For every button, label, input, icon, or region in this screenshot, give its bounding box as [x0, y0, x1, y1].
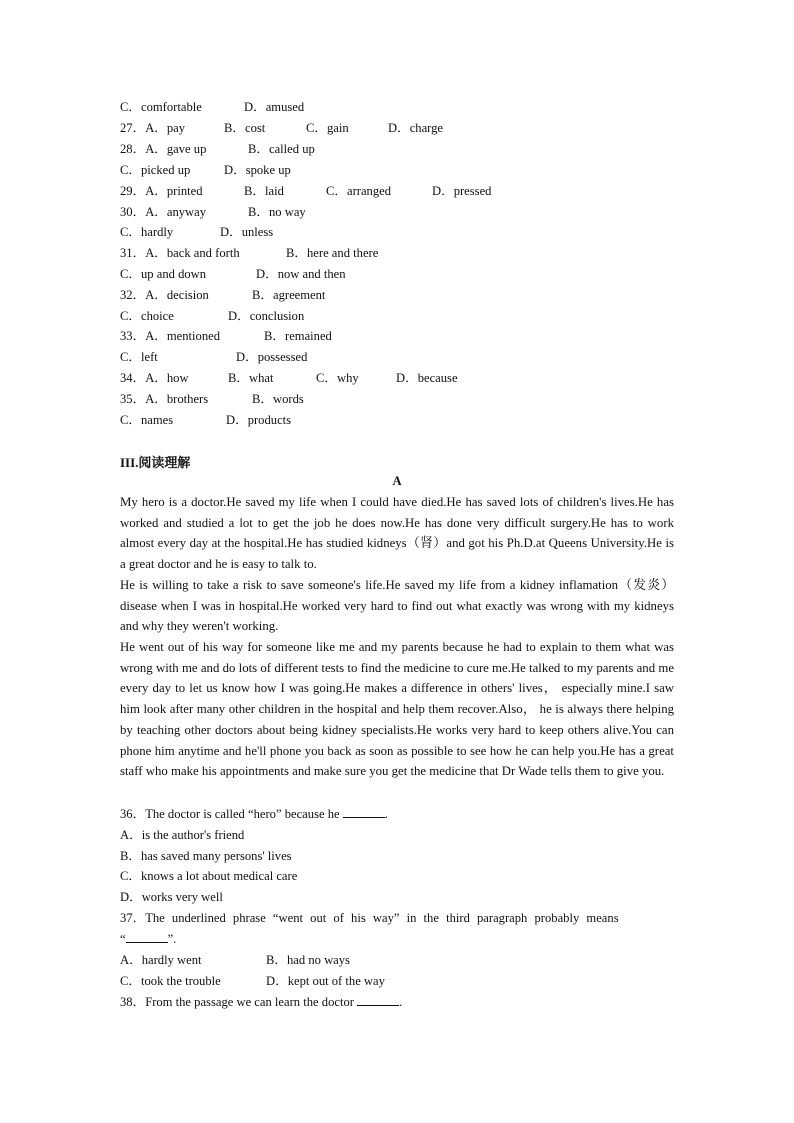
- answer-option: A．hardly went: [120, 953, 202, 967]
- option-text: C．left: [120, 350, 158, 364]
- passage-paragraph: He went out of his way for someone like me and my parents because he had to explain to them what was wrong with me and do lots of different tests to find the medicine to cure me.He talked to my parents and me every day to let us know how I was going.He makes a difference in others' lives， especially mine.I saw him look after many other children in the hospital and help them recover.Also， he is always there helping by teaching other doctors about being kidney specialists.He works very hard to keep others alive.You can phone him anytime and he'll phone you back as soon as possible to see how he can help you.He has a great staff who make his appointments and make sure you get the medicine that Dr Wade tells them to give you.: [120, 640, 674, 779]
- option-text: D．amused: [244, 100, 305, 114]
- option-text: 30．A．anyway: [120, 205, 207, 219]
- option-text: D．possessed: [236, 350, 308, 364]
- question-text: 38．From the passage we can learn the doctor: [120, 995, 354, 1009]
- question-stem: [120, 994, 402, 1010]
- answer-option: B．had no ways: [266, 953, 350, 967]
- option-text: B．words: [252, 392, 304, 406]
- option-text: C．choice: [120, 309, 174, 323]
- answer-option: D．works very well: [120, 890, 223, 904]
- option-text: B．remained: [264, 329, 332, 343]
- answer-option: B．has saved many persons' lives: [120, 849, 292, 863]
- option-text: D．products: [226, 413, 292, 427]
- option-text: 31．A．back and forth: [120, 246, 240, 260]
- option-text: D．conclusion: [228, 309, 305, 323]
- option-text: C．picked up: [120, 163, 191, 177]
- question-text: ”.: [167, 932, 177, 946]
- option-text: C．gain: [306, 121, 349, 135]
- option-text: C．up and down: [120, 267, 207, 281]
- answer-blank: [357, 994, 399, 1006]
- option-text: 27．A．pay: [120, 121, 186, 135]
- option-text: B．what: [228, 371, 274, 385]
- option-text: B．agreement: [252, 288, 326, 302]
- option-text: D．now and then: [256, 267, 346, 281]
- passage-paragraph: He is willing to take a risk to save someone's life.He saved my life from a kidney inflamation（发炎） disease when I was in hospital.He worked very hard to find out what exactly was wrong with my kidneys and why they weren't working.: [120, 578, 674, 634]
- answer-option: D．kept out of the way: [266, 974, 385, 988]
- option-text: 29．A．printed: [120, 184, 203, 198]
- question-text: “: [120, 932, 126, 946]
- option-text: C．arranged: [326, 184, 392, 198]
- option-text: C．names: [120, 413, 174, 427]
- option-text: 28．A．gave up: [120, 142, 207, 156]
- option-text: 34．A．how: [120, 371, 189, 385]
- option-text: D．charge: [388, 121, 444, 135]
- question-text: .: [384, 807, 388, 821]
- option-text: B．called up: [248, 142, 315, 156]
- option-text: D．pressed: [432, 184, 492, 198]
- answer-option: C．took the trouble: [120, 974, 221, 988]
- question-stem: 37．The underlined phrase “went out of his way” in the third paragraph probably means: [120, 911, 619, 925]
- question-stem: [120, 806, 388, 822]
- option-text: D．because: [396, 371, 458, 385]
- option-text: 32．A．decision: [120, 288, 209, 302]
- option-text: B．no way: [248, 205, 306, 219]
- option-text: C．why: [316, 371, 359, 385]
- option-text: 35．A．brothers: [120, 392, 209, 406]
- answer-blank: [126, 931, 168, 943]
- option-text: C．comfortable: [120, 100, 202, 114]
- passage-title: A: [392, 474, 402, 488]
- option-text: B．here and there: [286, 246, 379, 260]
- question-stem: [120, 931, 176, 947]
- option-text: C．hardly: [120, 225, 174, 239]
- option-text: D．spoke up: [224, 163, 291, 177]
- passage-paragraph: My hero is a doctor.He saved my life when I could have died.He has saved lots of children's lives.He has worked and studied a lot to get the job he does now.He has done very difficult surgery.He has to work almost every day at the hospital.He has studied kidneys（肾）and got his Ph.D.at Queens University.He is a great doctor and he is easy to talk to.: [120, 495, 674, 572]
- option-text: B．laid: [244, 184, 284, 198]
- option-text: D．unless: [220, 225, 274, 239]
- question-text: .: [399, 995, 403, 1009]
- option-text: B．cost: [224, 121, 266, 135]
- answer-option: C．knows a lot about medical care: [120, 869, 298, 883]
- option-text: 33．A．mentioned: [120, 329, 221, 343]
- answer-option: A．is the author's friend: [120, 828, 245, 842]
- answer-blank: [343, 806, 385, 818]
- section-heading: III.阅读理解: [120, 455, 191, 470]
- question-text: 36．The doctor is called “hero” because he: [120, 807, 340, 821]
